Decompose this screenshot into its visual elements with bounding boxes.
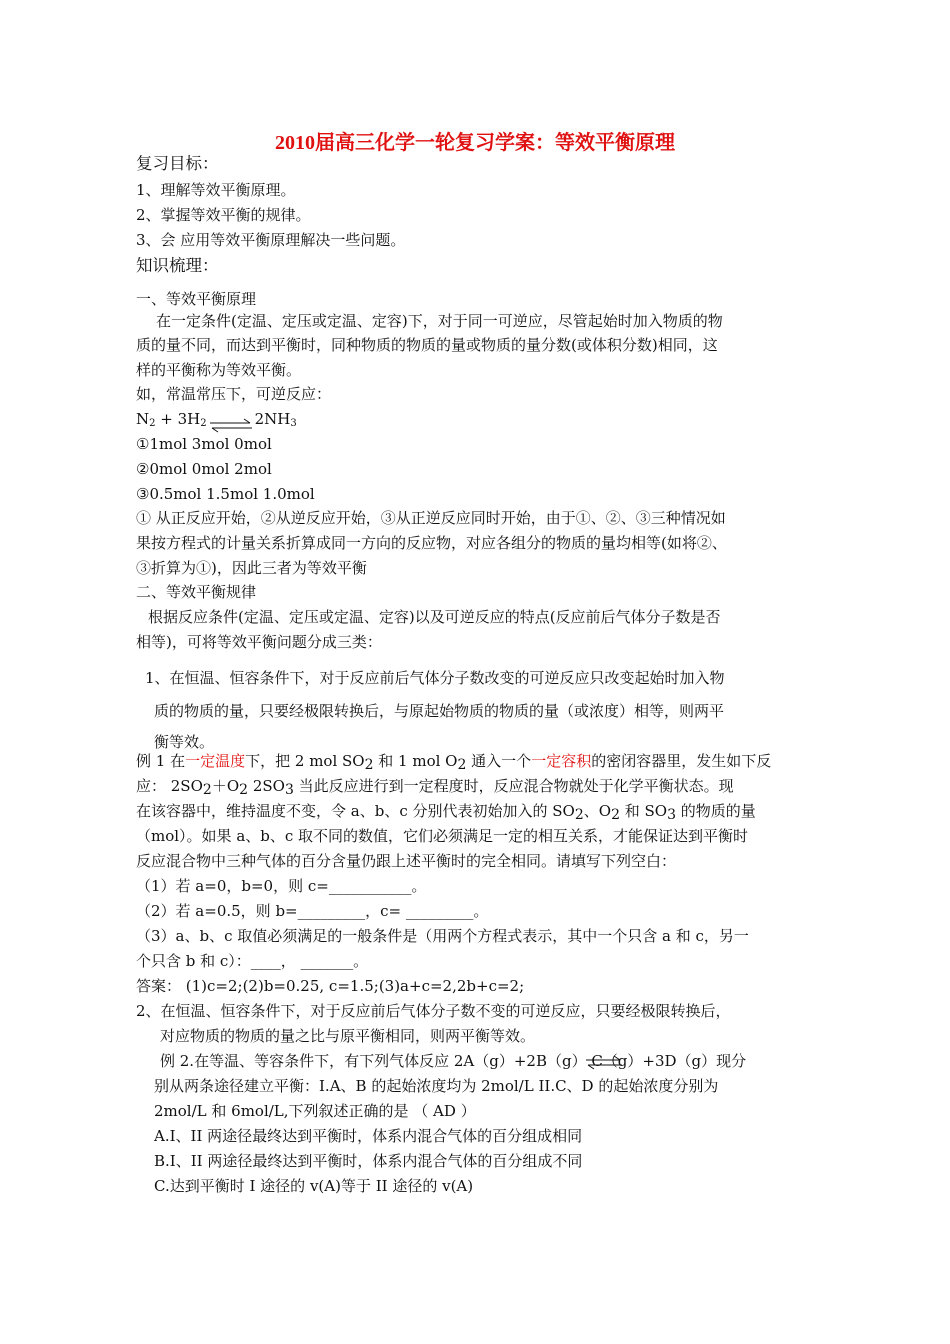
example1-line: 反应混合物中三种气体的百分含量仍跟上述平衡时的完全相同。请填写下列空白： [136, 852, 677, 870]
review-item: 1、理解等效平衡原理。 [136, 181, 296, 199]
option-line: B.I、II 两途径最终达到平衡时，体系内混合气体的百分组成不同 [154, 1152, 583, 1170]
paragraph-line: 根据反应条件(定温、定压或定温、定容)以及可逆反应的特点(反应前后气体分子数是否 [148, 608, 721, 626]
paragraph-line: ③折算为①)，因此三者为等效平衡 [136, 559, 367, 577]
review-item: 2、掌握等效平衡的规律。 [136, 206, 311, 224]
answer-line: 答案： (1)c=2;(2)b=0.25, c=1.5;(3)a+c=2,2b+c=2; [136, 977, 525, 995]
paragraph-line: 在一定条件(定温、定压或定温、定容)下，对于同一可逆应，尽管起始时加入物质的物 [156, 312, 723, 330]
question-line: （1）若 a=0，b=0，则 c=___________。 [136, 877, 427, 895]
example2-line: 别从两条途径建立平衡：I.A、B 的起始浓度均为 2mol/L II.C、D 的起始浓度分别为 [154, 1077, 719, 1095]
question-line: 个只含 b 和 c）：____， _______。 [136, 952, 369, 970]
amount-row: ①1mol 3mol 0mol [136, 435, 272, 453]
question-line: （2）若 a=0.5，则 b=_________，c= _________。 [136, 902, 489, 920]
question-line: （3）a、b、c 取值必须满足的一般条件是（用两个方程式表示，其中一个只含 a 和 c，另一 [136, 927, 749, 945]
review-heading: 复习目标： [136, 154, 219, 173]
example1-line: （mol）。如果 a、b、c 取不同的数值，它们必须满足一定的相互关系，才能保证达到平衡时 [136, 827, 749, 845]
equilibrium-arrow-icon [208, 418, 254, 434]
review-item: 3、会 应用等效平衡原理解决一些问题。 [136, 231, 406, 249]
rule-line: 1、在恒温、恒容条件下，对于反应前后气体分子数改变的可逆反应只改变起始时加入物 [145, 669, 725, 687]
rule-line: 质的物质的量，只要经极限转换后，与原起始物质的物质的量（或浓度）相等，则两平 [154, 702, 725, 720]
example-intro: 如，常温常压下，可逆反应： [136, 385, 332, 403]
knowledge-heading: 知识梳理： [136, 256, 219, 275]
example1-line: 例 1 在一定温度下，把 2 mol $SO_2$ 和 1 mol $O_2$ 通入一个一定容积的密闭容器里，发生如下反 [136, 752, 772, 773]
rule-line: 衡等效。 [154, 733, 215, 751]
paragraph-line: 果按方程式的计量关系折算成同一方向的反应物，对应各组分的物质的量均相等(如将②、 [136, 534, 727, 552]
example1-line: 在该容器中，维持温度不变，令 a、b、c 分别代表初始加入的 $SO_2$、$O_2$ 和 $SO_3$ 的物质的量 [136, 802, 756, 823]
option-line: A.I、II 两途径最终达到平衡时，体系内混合气体的百分组成相同 [154, 1127, 583, 1145]
paragraph-line: 样的平衡称为等效平衡。 [136, 361, 302, 379]
section-heading: 二、等效平衡规律 [136, 583, 257, 601]
example2-line: 例 2.在等温、等容条件下，有下列气体反应 2A（g）+2B（g） C（g）+3D（g）现分 [160, 1052, 747, 1070]
option-line: C.达到平衡时 I 途径的 v(A)等于 II 途径的 v(A) [154, 1177, 474, 1195]
amount-row: ②0mol 0mol 2mol [136, 460, 272, 478]
paragraph-line: ① 从正反应开始，②从逆反应开始，③从正逆反应同时开始，由于①、②、③三种情况如 [136, 509, 726, 527]
example1-line: 应： $2SO_2+O_2$ $2SO_3$ 当此反应进行到一定程度时，反应混合物就处于化学平衡状态。现 [136, 777, 734, 798]
reaction-equation: $N_2 + 3H_2$ $2NH_3$ [136, 410, 297, 429]
section-heading: 一、等效平衡原理 [136, 290, 257, 308]
paragraph-line: 相等)，可将等效平衡问题分成三类： [136, 633, 382, 651]
equilibrium-arrow-icon [584, 1055, 624, 1071]
paragraph-line: 质的量不同，而达到平衡时，同种物质的物质的量或物质的量分数(或体积分数)相同，这 [136, 336, 718, 354]
rule-line: 2、在恒温、恒容条件下，对于反应前后气体分子数不变的可逆反应，只要经极限转换后， [136, 1002, 731, 1020]
amount-row: ③0.5mol 1.5mol 1.0mol [136, 485, 315, 503]
rule-line: 对应物质的物质的量之比与原平衡相同，则两平衡等效。 [160, 1027, 536, 1045]
example2-line: 2mol/L 和 6mol/L,下列叙述正确的是 （ AD ） [154, 1102, 476, 1120]
page-title: 2010届高三化学一轮复习学案：等效平衡原理 [275, 132, 675, 154]
